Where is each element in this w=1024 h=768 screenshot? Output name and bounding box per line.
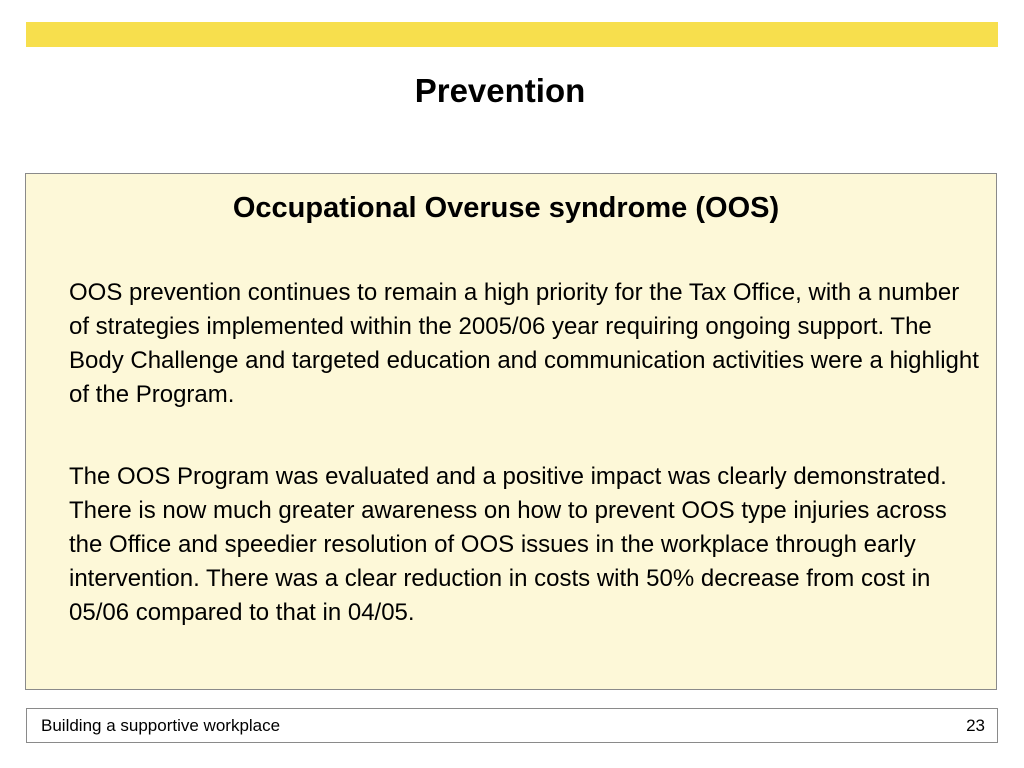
page-number: 23 <box>966 716 985 735</box>
top-accent-bar <box>26 22 998 47</box>
slide-title: Prevention <box>414 72 586 109</box>
paragraph-2: The OOS Program was evaluated and a positive impact was clearly demonstrated. There is now much greater awareness on how to prevent OOS type injuries across the Office and speedier resolution of OOS issues in the workplace through early intervention. There was a clear reduction in costs with 50% decrease from cost in 05/06 compared to that in 04/05. <box>69 463 947 626</box>
footer <box>26 708 998 743</box>
content-box <box>25 173 997 690</box>
footer-text: Building a supportive workplace <box>41 716 281 735</box>
section-heading: Occupational Overuse syndrome (OOS) <box>232 192 780 224</box>
paragraph-1: OOS prevention continues to remain a high priority for the Tax Office, with a number of strategies implemented within the 2005/06 year requiring ongoing support. The Body Challenge and targeted education and communication activities were a highlight of the Program. <box>69 279 979 408</box>
